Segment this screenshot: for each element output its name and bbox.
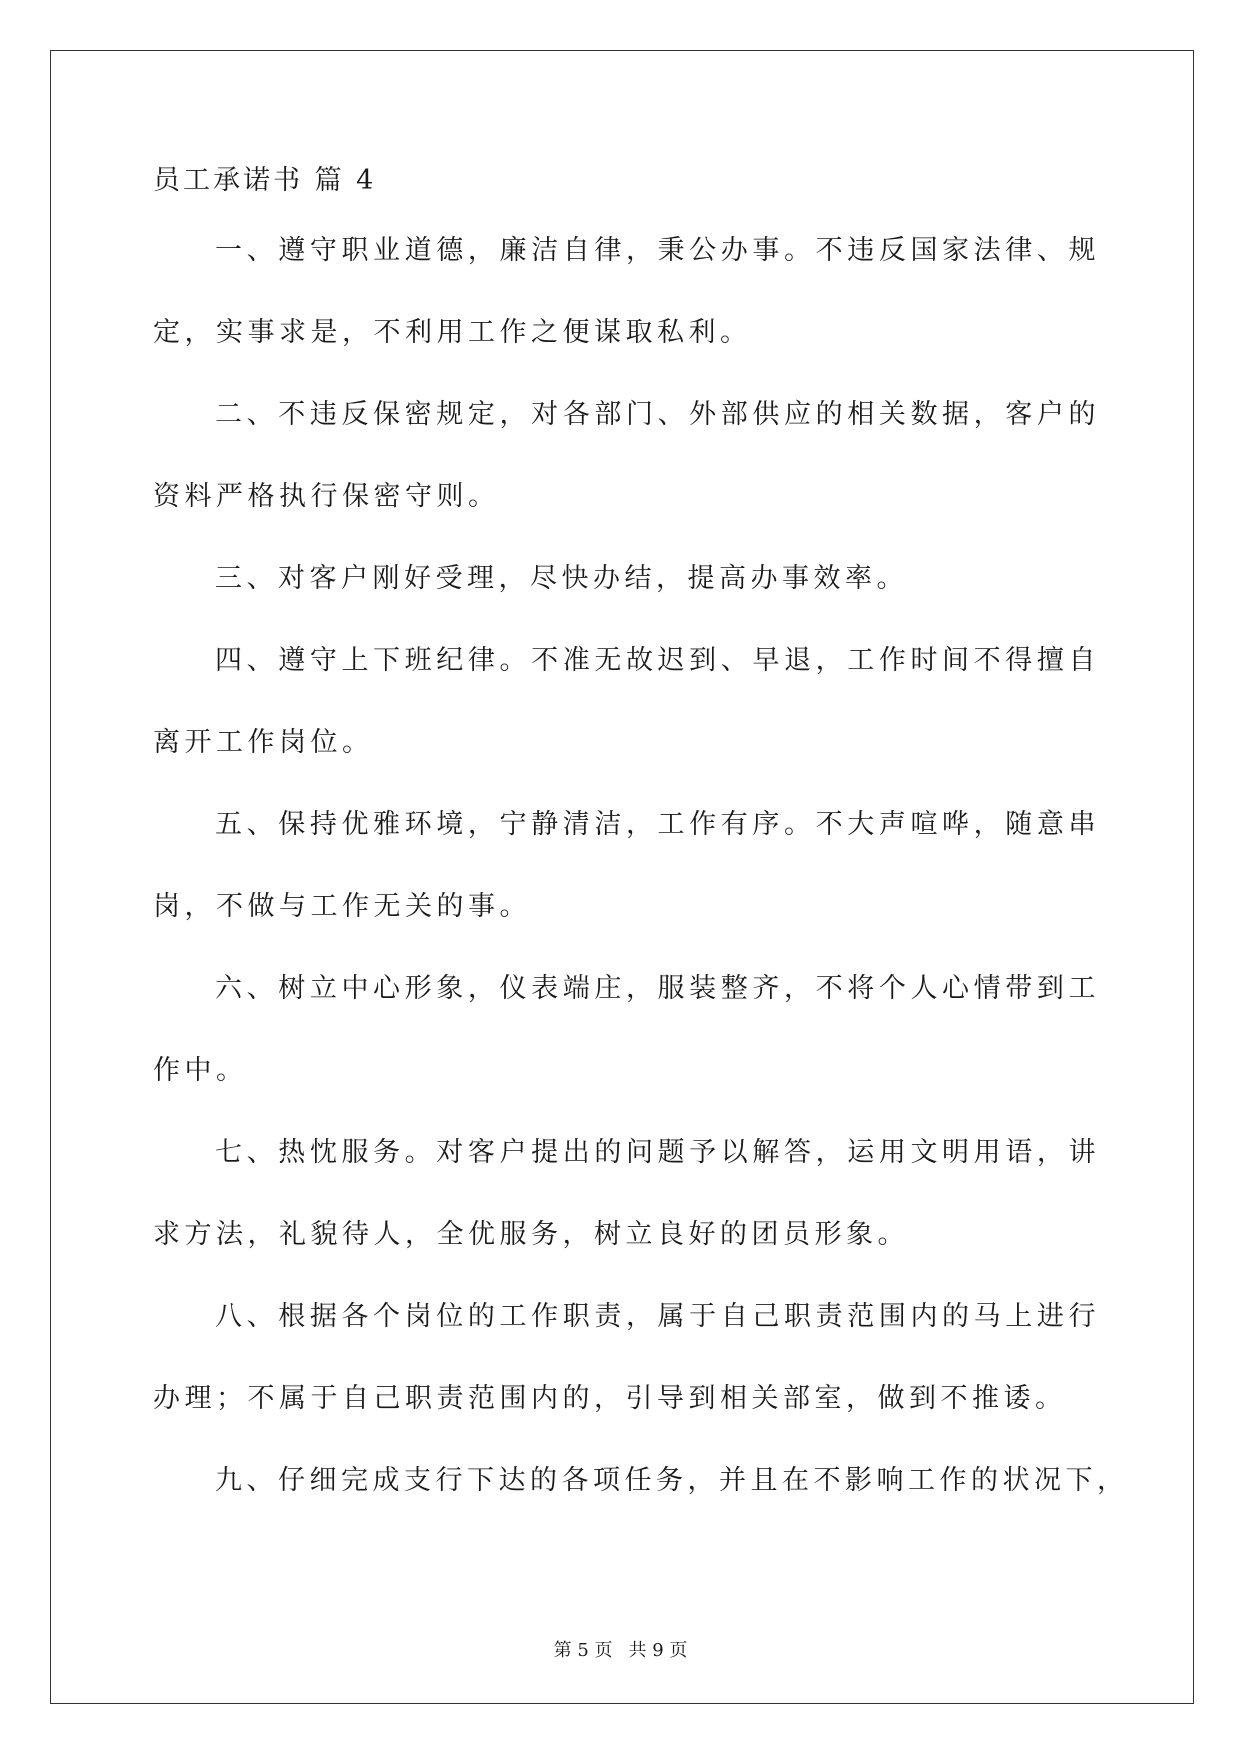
document-body — [153, 165, 1129, 1522]
page-footer — [0, 1640, 1241, 1662]
paragraph-3: 三、对客户刚好受理，尽快办结，提高办事效率。 — [215, 563, 908, 594]
page-number-total: 共 9 页 — [628, 1640, 688, 1661]
paragraph-2: 二、不违反保密规定，对各部门、外部供应的相关数据，客户的资料严格执行保密守则。 — [153, 399, 1100, 512]
paragraph-6: 六、树立中心形象，仪表端庄，服装整齐，不将个人心情带到工作中。 — [153, 973, 1100, 1086]
paragraph-4: 四、遵守上下班纪律。不准无故迟到、早退，工作时间不得擅自离开工作岗位。 — [153, 645, 1100, 758]
page-number-current: 第 5 页 — [553, 1640, 613, 1661]
paragraph-5: 五、保持优雅环境，宁静清洁，工作有序。不大声喧哗，随意串岗，不做与工作无关的事。 — [153, 809, 1100, 922]
paragraph-7: 七、热忱服务。对客户提出的问题予以解答，运用文明用语，讲求方法，礼貌待人，全优服务，树立良好的团员形象。 — [153, 1137, 1100, 1250]
paragraph-8: 八、根据各个岗位的工作职责，属于自己职责范围内的马上进行办理；不属于自己职责范围内的，引导到相关部室，做到不推诿。 — [153, 1301, 1100, 1414]
paragraph-9: 九、仔细完成支行下达的各项任务，并且在不影响工作的状况下， — [215, 1465, 1129, 1496]
paragraph-1: 一、遵守职业道德，廉洁自律，秉公办事。不违反国家法律、规定，实事求是，不利用工作之便谋取私利。 — [153, 235, 1100, 348]
document-heading: 员工承诺书 篇 4 — [153, 165, 377, 196]
